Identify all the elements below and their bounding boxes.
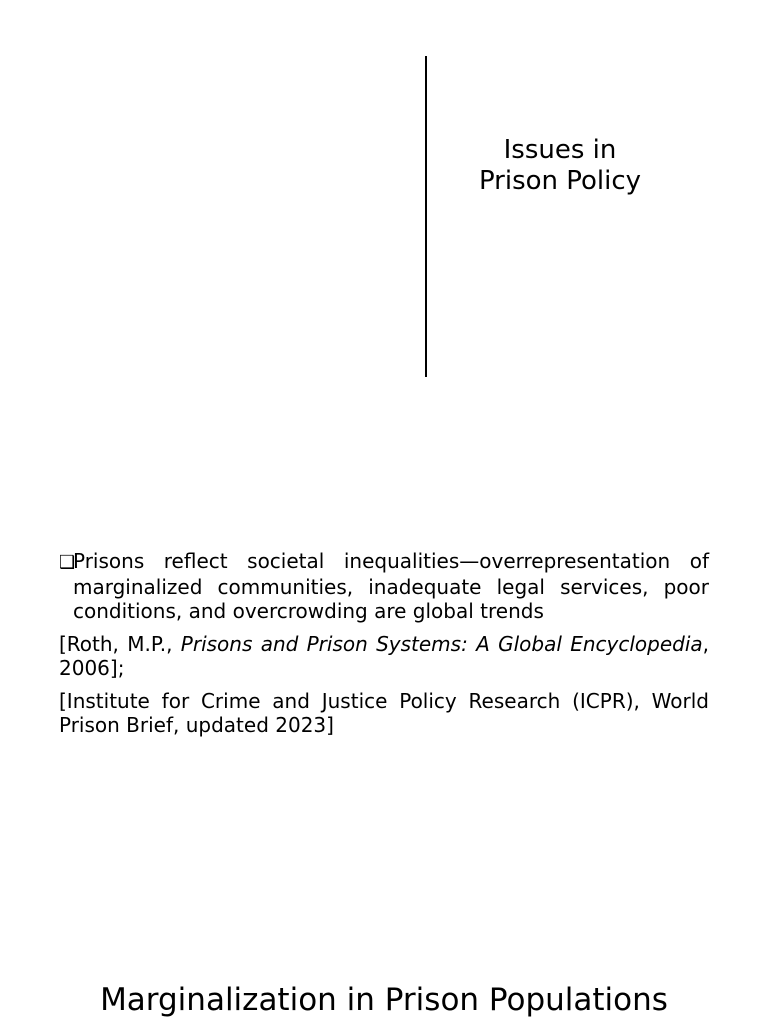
checkbox-square-icon: ❑ — [59, 552, 76, 573]
section-title-line-1: Issues in — [503, 135, 617, 165]
reference-roth-suffix: , 2006]; — [59, 632, 709, 680]
reference-roth — [59, 632, 709, 680]
body-text — [59, 549, 709, 746]
reference-roth-book-title: Prisons and Prison Systems: A Global Encyclopedia — [180, 632, 703, 656]
vertical-divider — [425, 56, 427, 377]
bullet-point — [59, 549, 709, 623]
section-title-line-2: Prison Policy — [478, 166, 642, 196]
reference-icpr: [Institute for Crime and Justice Policy Research (ICPR), World Prison Brief, updated 2023] — [59, 689, 709, 737]
page-title: Marginalization in Prison Populations — [100, 982, 668, 1018]
reference-roth-prefix: [Roth, M.P., — [59, 632, 181, 656]
bullet-text: Prisons reflect societal inequalities—overrepresentation of marginalized communities, inadequate legal services, poor conditions, and overcrowding are global trends — [73, 549, 709, 623]
section-title — [440, 135, 680, 197]
